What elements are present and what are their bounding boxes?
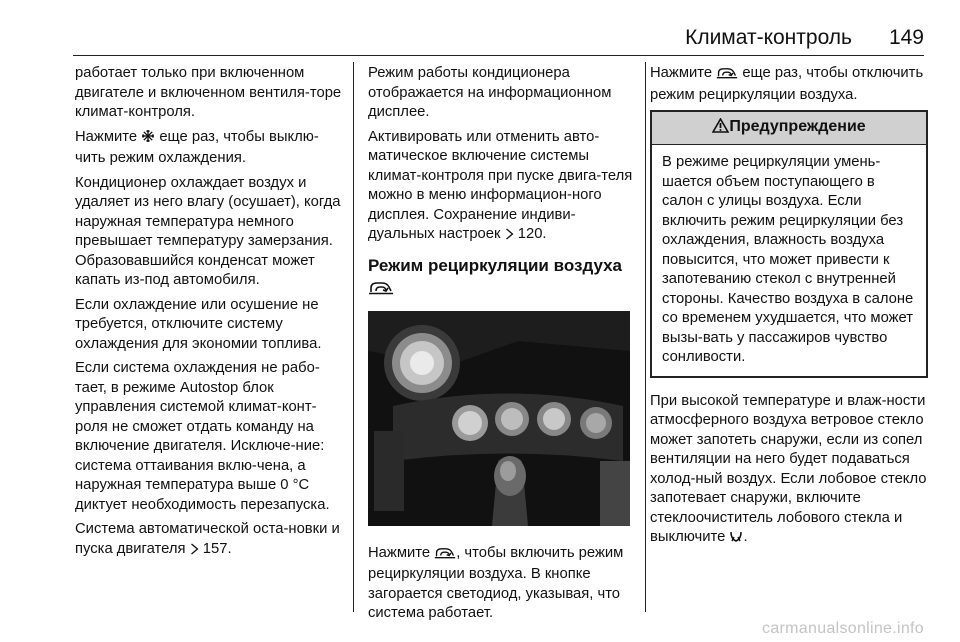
column-3 — [650, 64, 928, 555]
warning-text: В режиме рециркуляции умень-шается объем поступающего в салон с улицы воздуха. Если включить режим рециркуляции без охлаждения, влажность воздуха повысится, что может привести к запотеванию стекол с внутренней стороны. Качество воздуха в салоне со временем ухудшается, что может вызы-вать у пассажиров чувство сонливости. — [662, 154, 914, 365]
watermark: carmanualsonline.info — [762, 620, 924, 637]
page-header — [0, 0, 960, 56]
section-heading: Режим рециркуляции воздуха — [368, 255, 636, 301]
warning-header — [652, 112, 926, 145]
warning-triangle-icon — [712, 118, 729, 140]
paragraph: работает только при включенном двигателе и включенном вентиля-торе климат-контроля. — [75, 65, 342, 120]
column-divider-1 — [353, 62, 354, 612]
page-number: 149 — [888, 26, 924, 49]
recirculation-icon — [716, 66, 738, 86]
paragraph-press-ac: Нажмите еще раз, чтобы выклю-чить режим охлаждения. — [75, 128, 319, 166]
header-rule — [73, 55, 924, 56]
recirculation-icon — [368, 279, 394, 301]
snowflake-icon — [141, 129, 155, 150]
recirculation-icon — [434, 546, 456, 566]
paragraph: Если охлаждение или осушение не требуется, отключите систему охлаждения для экономии топлива. — [75, 296, 322, 352]
column-divider-2 — [645, 62, 646, 612]
windshield-vent-icon — [729, 530, 743, 550]
page-reference-icon — [190, 542, 199, 562]
column-1 — [75, 64, 345, 566]
paragraph-activate: Активировать или отменить авто-матическое включение системы климат-контроля при пуске двига-теля можно в меню информацион-ного дисплея. Сохранение индиви-дуальных настроек 120. — [368, 128, 636, 247]
paragraph: Кондиционер охлаждает воздух и удаляет из него влагу (осушает), когда наружная температура немного превышает температуру замерзания. Образовавшийся конденсат может капать из-под автомобиля. — [75, 174, 341, 288]
climate-control-photo — [368, 311, 630, 526]
paragraph-press-recirc: Нажмите , чтобы включить режим рециркуляции воздуха. В кнопке загорается светодиод, указывая, что система работает. — [368, 544, 624, 621]
paragraph: Если система охлаждения не рабо-тает, в режиме Autostop блок управления системой климат-конт-роля не сможет отдать команду на включение двигателя. Исключе-ние: система оттаивания вклю-чена, а наружная температура выше 0 °C диктует необходимость перезапуска. — [75, 360, 330, 513]
paragraph-autostop: Система автоматической оста-новки и пуска двигателя 157. — [75, 520, 345, 561]
page-reference-icon — [505, 227, 514, 247]
paragraph: Режим работы кондиционера отображается на информационном дисплее. — [368, 65, 612, 120]
paragraph-fog: При высокой температуре и влаж-ности атмосферного воздуха ветровое стекло может запотеть снаружи, если из сопел вентиляции на него будет подаваться холод-ный воздух. Если лобовое стекло запотевает снаружи, включите стеклоочиститель лобового стекла и выключите . — [650, 392, 928, 550]
column-2 — [368, 64, 636, 629]
paragraph-press-again: Нажмите еще раз, чтобы отключить режим рециркуляции воздуха. — [650, 65, 924, 103]
warning-title: Предупреждение — [729, 118, 866, 135]
page-title: Климат-контроль — [685, 26, 852, 49]
warning-box — [650, 110, 928, 378]
